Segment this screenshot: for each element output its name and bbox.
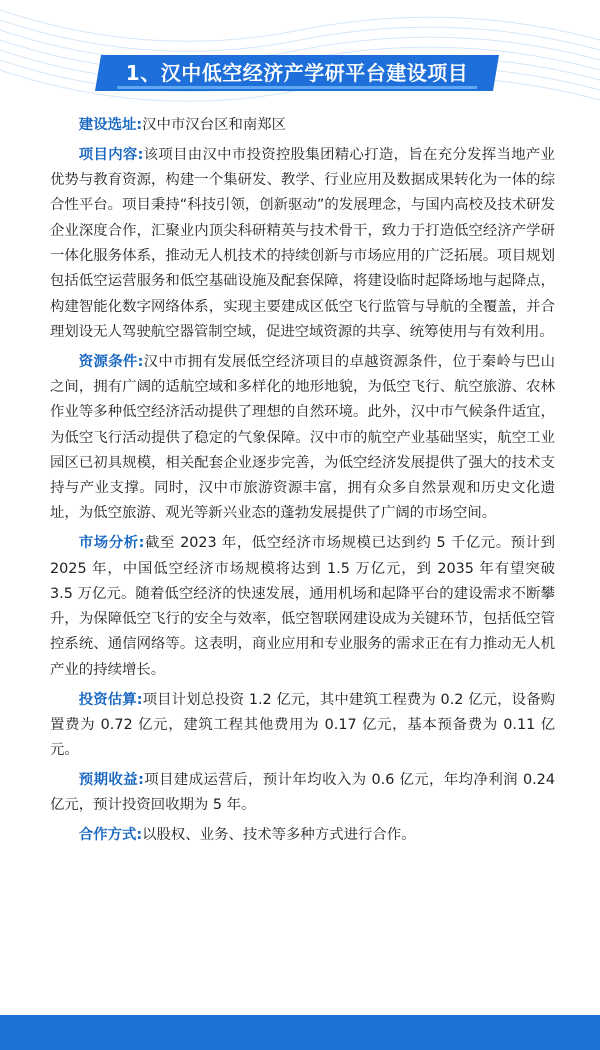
page-title: 1、汉中低空经济产学研平台建设项目 — [125, 61, 469, 85]
section-label: 市场分析: — [78, 535, 145, 552]
section-label: 预期收益: — [78, 771, 144, 788]
section-label: 项目内容: — [78, 146, 144, 163]
section-label: 合作方式: — [78, 827, 143, 844]
section-market-analysis — [50, 531, 555, 683]
section-label: 投资估算: — [78, 691, 143, 708]
section-text: 截至 2023 年，低空经济市场规模已达到约 5 千亿元。预计到 2025 年，中国低空经济市场规模将达到 1.5 万亿元，到 2035 年有望突破 3.5 万亿元。随着低空经济的快速发展，通用机场和起降平台的建设需求不断攀升，为保障低空飞行的安全与效率，低空智联网建设成为关键环节，包括低空管控系统、通信网络等。这表明，商业应用和专业服务的需求正在有力推动无人机产业的持续增长。 — [50, 535, 555, 678]
footer-bar — [0, 1015, 600, 1050]
section-label: 资源条件: — [78, 353, 144, 370]
section-resources — [50, 350, 555, 527]
section-text: 该项目由汉中市投资控股集团精心打造，旨在充分发挥当地产业优势与教育资源，构建一个集研发、教学、行业应用及数据成果转化为一体的综合性平台。项目秉持“科技引领，创新驱动”的发展理念，与国内高校及技术研发企业深度合作，汇聚业内顶尖科研精英与技术骨干，致力于打造低空经济产学研一体化服务体系，推动无人机技术的持续创新与市场应用的广泛拓展。项目规划包括低空运营服务和低空基础设施及配套保障，将建设临时起降场地与起降点，构建智能化数字网络体系，实现主要建成区低空飞行监管与导航的全覆盖，并合理划设无人驾驶航空器管制空域，促进空域资源的共享、统筹使用与有效利用。 — [50, 146, 555, 340]
title-banner — [95, 55, 499, 91]
section-location — [50, 113, 555, 138]
section-label: 建设选址: — [78, 117, 143, 133]
section-text: 以股权、业务、技术等多种方式进行合作。 — [142, 827, 416, 844]
section-project-content — [50, 143, 555, 345]
section-investment — [50, 688, 555, 764]
section-text: 汉中市拥有发展低空经济项目的卓越资源条件，位于秦岭与巴山之间，拥有广阔的适航空域和多样化的地形地貌，为低空飞行、航空旅游、农林作业等多种低空经济活动提供了理想的自然环境。此外，汉中市气候条件适宜，为低空飞行活动提供了稳定的气象保障。汉中市的航空产业基础坚实，航空工业园区已初具规模，相关配套企业逐步完善，为低空经济发展提供了强大的技术支持与产业支撑。同时，汉中市旅游资源丰富，拥有众多自然景观和历史文化遗址，为低空旅游、观光等新兴业态的蓬勃发展提供了广阔的市场空间。 — [50, 353, 555, 522]
section-cooperation — [50, 823, 555, 848]
section-text: 项目计划总投资 1.2 亿元，其中建筑工程费为 0.2 亿元，设备购置费为 0.72 亿元，建筑工程其他费用为 0.17 亿元，基本预备费为 0.11 亿元。 — [50, 691, 555, 759]
project-content — [50, 113, 555, 853]
section-expected-return — [50, 768, 555, 819]
section-text: 项目建成运营后，预计年均收入为 0.6 亿元，年均净利润 0.24 亿元，预计投资回收期为 5 年。 — [50, 771, 555, 814]
section-text: 汉中市汉台区和南郑区 — [142, 117, 287, 133]
